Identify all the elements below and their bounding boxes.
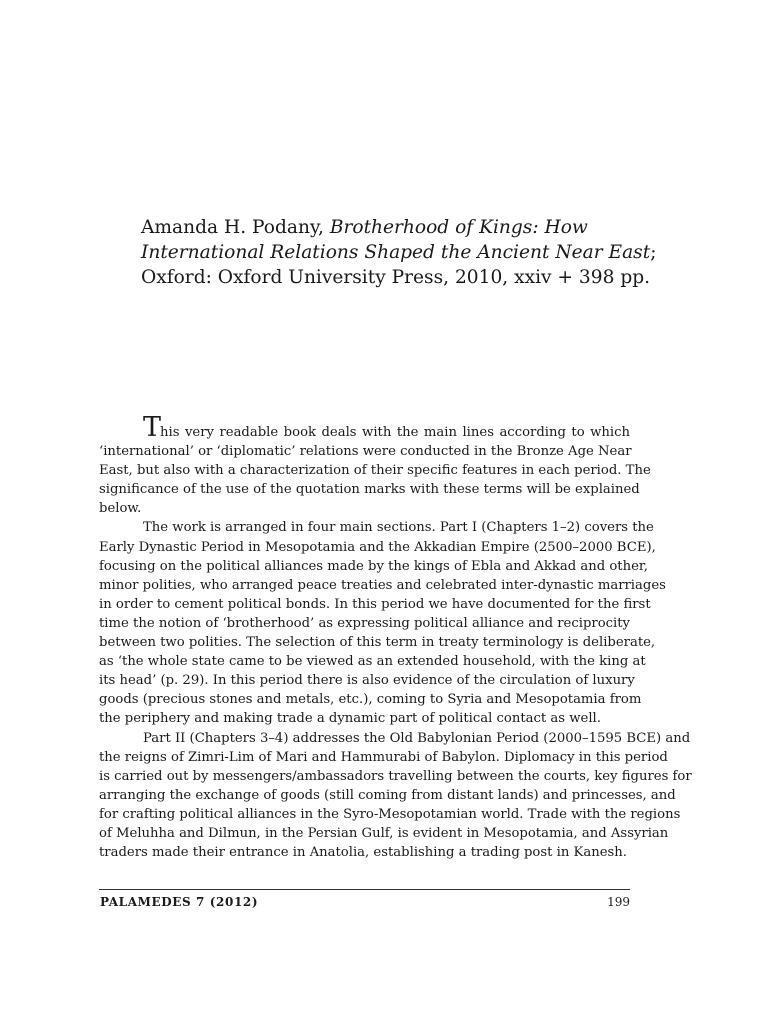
citation-author: Amanda H. Podany,	[141, 217, 330, 238]
paragraph-3	[99, 729, 692, 863]
book-citation	[141, 215, 661, 290]
citation-title-tail: ;	[650, 242, 657, 263]
paragraph-1-line: This very readable book deals with the main lines according to which	[143, 412, 630, 443]
paragraph-2-line: time the notion of ‘brotherhood’ as expressing political alliance and reciprocity	[99, 615, 630, 631]
paragraph-1-line: significance of the use of the quotation marks with these terms will be explained	[99, 482, 640, 498]
paragraph-2-line: in order to cement political bonds. In this period we have documented for the first	[99, 596, 651, 612]
paragraph-2-line: focusing on the political alliances made by the kings of Ebla and Akkad and other,	[99, 558, 648, 574]
paragraph-3-line: for crafting political alliances in the Syro-Mesopotamian world. Trade with the regions	[99, 806, 681, 822]
citation-publisher: Oxford: Oxford University Press, 2010, xxiv + 398 pp.	[141, 267, 651, 288]
paragraph-1-line: ‘international’ or ‘diplomatic’ relations were conducted in the Bronze Age Near	[99, 444, 632, 460]
paragraph-2-line: The work is arranged in four main sections. Part I (Chapters 1–2) covers the	[143, 520, 654, 536]
paragraph-1-line: below.	[99, 501, 142, 517]
paragraph-1	[99, 412, 651, 518]
paragraph-3-line: the reigns of Zimri-Lim of Mari and Hammurabi of Babylon. Diplomacy in this period	[99, 749, 668, 765]
paragraph-2-line: its head’ (p. 29). In this period there is also evidence of the circulation of luxury	[99, 673, 635, 689]
citation-line-1	[141, 215, 661, 240]
paragraph-3-line: of Meluhha and Dilmun, in the Persian Gulf, is evident in Mesopotamia, and Assyrian	[99, 825, 669, 841]
page-number: 199	[607, 895, 630, 909]
journal-name: PALAMEDES 7 (2012)	[100, 895, 259, 909]
citation-title-part-1: Brotherhood of Kings: How	[329, 217, 588, 238]
paragraph-3-line: Part II (Chapters 3–4) addresses the Old Babylonian Period (2000–1595 BCE) and	[143, 730, 691, 746]
paragraph-3-line: is carried out by messengers/ambassadors travelling between the courts, key figures for	[99, 768, 692, 784]
review-body	[99, 412, 692, 862]
paragraph-2-line: goods (precious stones and metals, etc.), coming to Syria and Mesopotamia from	[99, 692, 642, 708]
paragraph-2	[99, 518, 666, 728]
paragraph-2-line: Early Dynastic Period in Mesopotamia and the Akkadian Empire (2500–2000 BCE),	[99, 539, 656, 555]
paragraph-2-line: as ‘the whole state came to be viewed as an extended household, with the king at	[99, 654, 646, 670]
citation-title-part-2: International Relations Shaped the Ancient Near East	[141, 242, 651, 263]
paragraph-3-line: traders made their entrance in Anatolia, establishing a trading post in Kanesh.	[99, 845, 627, 861]
paragraph-2-line: between two polities. The selection of this term in treaty terminology is deliberate,	[99, 635, 656, 651]
paragraph-2-line: minor polities, who arranged peace treaties and celebrated inter-dynastic marriages	[99, 577, 666, 593]
paragraph-3-line: arranging the exchange of goods (still coming from distant lands) and princesses, and	[99, 787, 676, 803]
citation-line-2	[141, 240, 661, 265]
drop-cap: T	[143, 412, 161, 443]
paragraph-1-line: East, but also with a characterization of their specific features in each period. The	[99, 463, 651, 479]
paragraph-2-line: the periphery and making trade a dynamic part of political contact as well.	[99, 711, 601, 727]
footer-divider	[99, 889, 630, 890]
